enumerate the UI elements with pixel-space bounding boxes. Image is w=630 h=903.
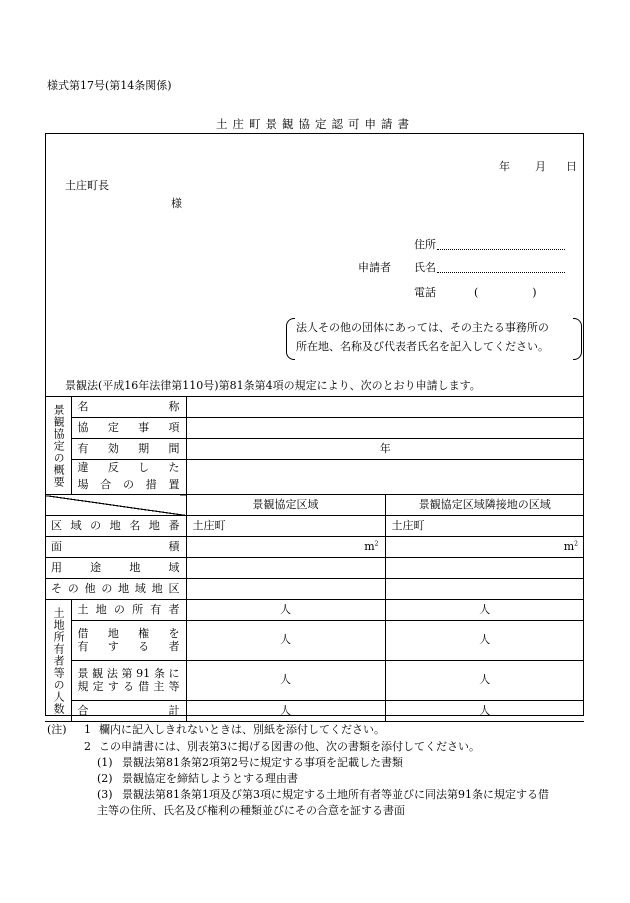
- period-unit: 年: [379, 441, 391, 455]
- name-field[interactable]: [437, 272, 565, 273]
- sub1-text: 景観法第81条第2項第2号に規定する事項を記載した書類: [122, 756, 403, 769]
- person-unit: 人: [479, 633, 491, 647]
- notes-prefix: (注): [47, 723, 67, 736]
- addressee-honorific: 様: [171, 197, 182, 210]
- addressee-name: 土庄町長: [65, 179, 109, 192]
- address-field[interactable]: [437, 249, 565, 250]
- person-unit: 人: [479, 602, 491, 616]
- lessee-count-agreement[interactable]: [186, 661, 385, 701]
- lessee-line2: 規定する借主等: [77, 679, 180, 693]
- sub3-number: (3): [97, 788, 113, 801]
- landowner-count-adjacent[interactable]: [385, 600, 584, 621]
- overview-label-violation: 違反した: [71, 460, 186, 478]
- person-unit: 人: [280, 673, 291, 687]
- overview-label-matters: 協定事項: [71, 418, 186, 439]
- agreement-matters-field[interactable]: [186, 418, 584, 439]
- person-unit: 人: [280, 703, 291, 717]
- area-col1-header: 景観協定区域: [186, 495, 385, 516]
- town-name: 土庄町: [192, 518, 226, 532]
- note-bracket-right: [573, 318, 582, 360]
- owners-label-total: 合計: [71, 701, 186, 722]
- lessee-line1: 景観法第91条に: [77, 666, 180, 680]
- note1-number: 1: [84, 723, 91, 736]
- area-col2-header: 景観協定区域隣接地の区域: [385, 495, 584, 516]
- violation-measures-field[interactable]: [186, 460, 584, 495]
- person-unit: 人: [280, 602, 291, 616]
- corporate-note-line1: 法人その他の団体にあっては、その主たる事務所の: [296, 321, 549, 334]
- person-unit: 人: [479, 703, 491, 717]
- overview-label-name: 名称: [71, 397, 186, 418]
- leasehold-line1: 借地権を: [77, 626, 180, 640]
- other-district-field-adjacent[interactable]: [385, 579, 584, 600]
- note2-number: 2: [84, 740, 91, 753]
- person-unit: 人: [479, 673, 491, 687]
- overview-label-measures: 場合の措置: [71, 477, 186, 495]
- person-unit: 人: [280, 633, 291, 647]
- town-name: 土庄町: [391, 518, 425, 532]
- note-bracket-left: [286, 318, 295, 360]
- area-unit: m: [364, 539, 375, 553]
- total-count-adjacent[interactable]: [385, 701, 584, 722]
- area-unit: m: [563, 539, 575, 553]
- leasehold-count-agreement[interactable]: [186, 621, 385, 661]
- other-district-field-agreement[interactable]: [186, 579, 385, 600]
- area-unit-sup: 2: [374, 540, 379, 548]
- date-month-label: 月: [535, 160, 546, 173]
- note2-text: この申請書には、別表第3に掲げる図書の他、次の書類を添付してください。: [99, 740, 480, 753]
- sub3-text-line2: 主等の住所、氏名及び権利の種類並びにその合意を証する書面: [97, 804, 405, 817]
- owners-group-label: 土地所有者等の人数: [45, 600, 71, 722]
- area-field-adjacent[interactable]: [385, 537, 584, 558]
- date-day-label: 日: [566, 160, 577, 173]
- application-statement: 景観法(平成16年法律第110号)第81条第4項の規定により、次のとおり申請します。: [65, 379, 481, 392]
- location-label: 区域の地名地番: [45, 516, 186, 537]
- sub1-number: (1): [97, 756, 113, 769]
- agreement-period-field[interactable]: [186, 439, 584, 460]
- phone-label: 電話: [414, 286, 436, 299]
- use-zone-field-agreement[interactable]: [186, 558, 385, 579]
- name-label: 氏名: [414, 261, 436, 274]
- owners-label-landowner: 土地の所有者: [71, 600, 186, 621]
- address-label: 住所: [414, 238, 436, 251]
- area-unit-sup: 2: [574, 540, 578, 548]
- sub3-text-line1: 景観法第81条第1項及び第3項に規定する土地所有者等並びに同法第91条に規定する借: [122, 788, 549, 801]
- owners-label-leasehold: [71, 621, 186, 661]
- location-field-adjacent[interactable]: [385, 516, 584, 537]
- overview-group-label: 景観協定の概要: [45, 397, 71, 495]
- lessee-count-adjacent[interactable]: [385, 661, 584, 701]
- page-title: 土庄町景観協定認可申請書: [216, 117, 414, 131]
- note1-text: 欄内に記入しきれないときは、別紙を添付してください。: [99, 723, 385, 736]
- owners-label-lessee: [71, 661, 186, 701]
- area-field-agreement[interactable]: [186, 537, 385, 558]
- form-number: 様式第17号(第14条関係): [47, 79, 172, 92]
- total-count-agreement[interactable]: [186, 701, 385, 722]
- landowner-count-agreement[interactable]: [186, 600, 385, 621]
- use-zone-field-adjacent[interactable]: [385, 558, 584, 579]
- leasehold-count-adjacent[interactable]: [385, 621, 584, 661]
- use-zone-label: 用途地域: [45, 558, 186, 579]
- location-field-agreement[interactable]: [186, 516, 385, 537]
- leasehold-line2: 有する者: [77, 639, 180, 653]
- application-table: [45, 396, 584, 722]
- area-label: 面積: [45, 537, 186, 558]
- date-year-label: 年: [499, 160, 510, 173]
- other-district-label: その他の地域地区: [45, 579, 186, 600]
- sub2-number: (2): [97, 772, 113, 785]
- header-diagonal-cell: [45, 495, 186, 516]
- sub2-text: 景観協定を締結しようとする理由書: [122, 772, 298, 785]
- overview-label-period: 有効期間: [71, 439, 186, 460]
- phone-field[interactable]: ( ): [474, 286, 539, 299]
- corporate-note-line2: 所在地、名称及び代表者氏名を記入してください。: [296, 340, 549, 353]
- applicant-label: 申請者: [358, 261, 391, 274]
- agreement-name-field[interactable]: [186, 397, 584, 418]
